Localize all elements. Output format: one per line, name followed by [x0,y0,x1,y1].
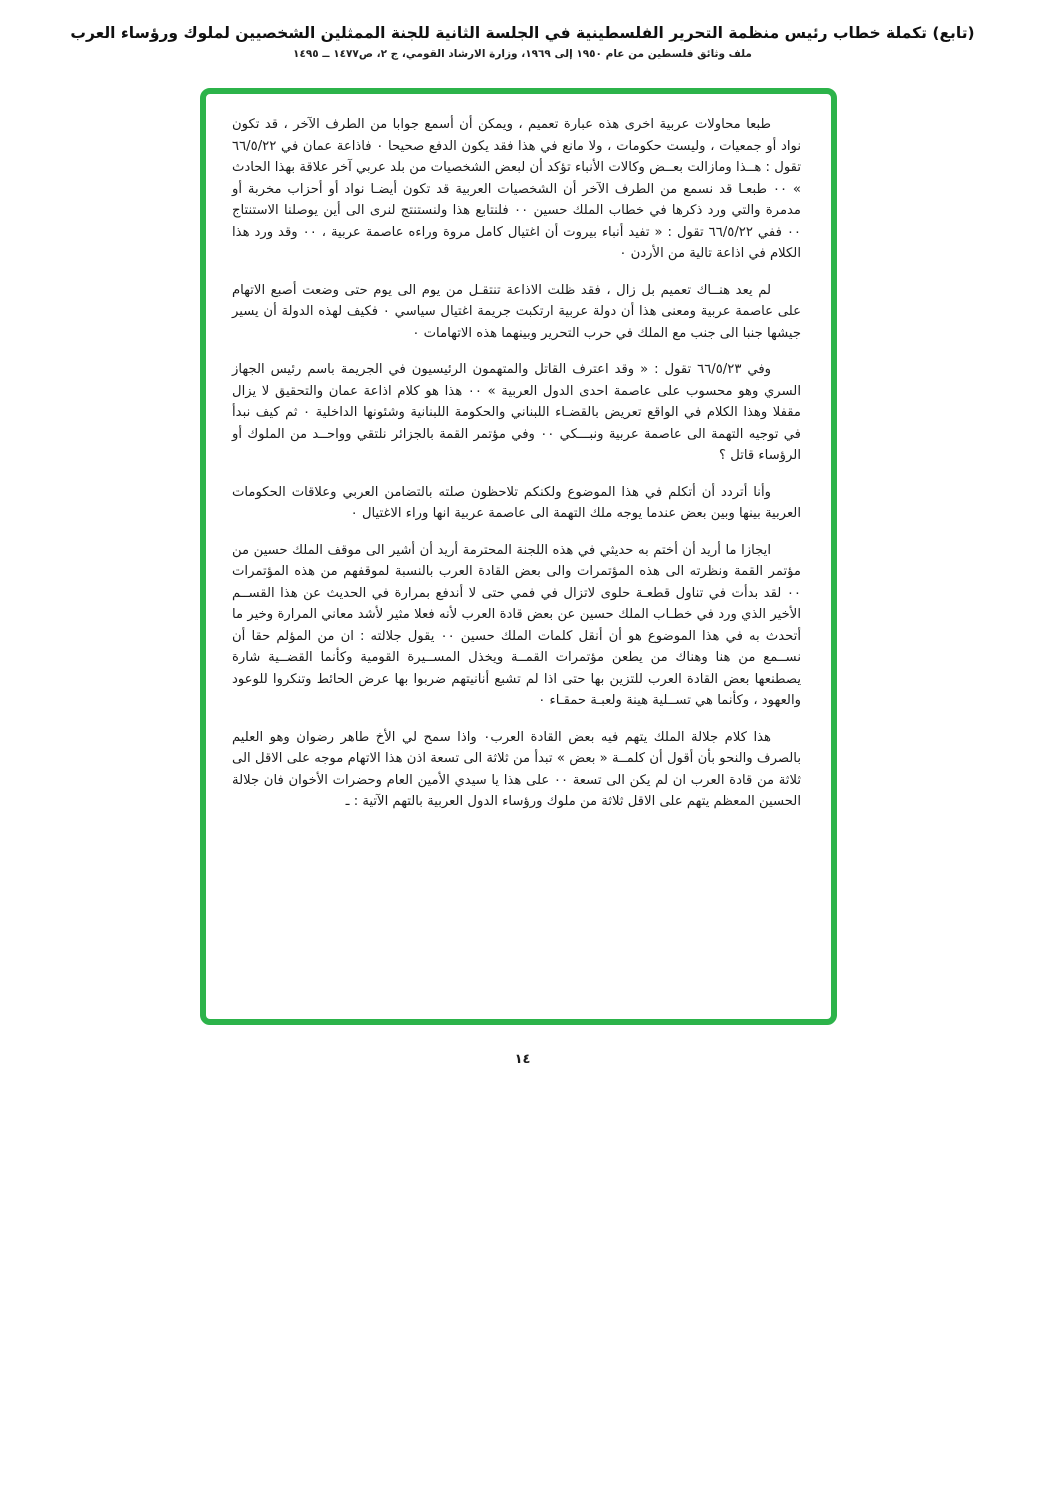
paragraph: وفي ٦٦/٥/٢٣ تقول : « وقد اعترف القاتل والمتهمون الرئيسيون في الجريمة باسم رئيس الجهاز السري وهو محسوب على عاصمة احدى الدول العربية » ٠٠ هذا هو كلام اذاعة عمان والتحقيق لا يزال مقفلا وهذا الكلام في الواقع تعريض بالقضـاء اللبناني والحكومة اللبنانية وشئونها الداخلية ٠ ثم كيف نبدأ في توجيه التهمة الى عاصمة عربية ونبـــكي ٠٠ وفي مؤتمر القمة بالجزائر نلتقي وواحــد من الملوك أو الرؤساء قاتل ؟ [232,362,801,464]
paragraph: هذا كلام جلالة الملك يتهم فيه بعض القادة العرب٠ واذا سمح لي الأخ طاهر رضوان وهو العليم بالصرف والنحو بأن أقول أن كلمــة « بعض » تبدأ من ثلاثة الى تسعة اذن هذا الاتهام موجه على الاقل الى ثلاثة من قادة العرب ان لم يكن الى تسعة ٠٠ على هذا يا سيدي الأمين العام وحضرات الأخوان فان جلالة الحسين المعظم يتهم على الاقل ثلاثة من ملوك ورؤساء الدول العربية بالتهم الآتية : ـ [232,729,801,810]
document-title: (تابع) تكملة خطاب رئيس منظمة التحرير الفلسطينية في الجلسة الثانية للجنة الممثلين الشخصيين لملوك ورؤساء العرب [70,24,975,42]
document-subtitle: ملف وثائق فلسطين من عام ١٩٥٠ إلى ١٩٦٩، وزارة الارشاد القومي، ج ٢، ص١٤٧٧ ــ ١٤٩٥ [293,48,752,60]
paragraph: طبعا محاولات عربية اخرى هذه عبارة تعميم ، ويمكن أن أسمع جوابا من الطرف الآخر ، قد تكون نواد أو جمعيات ، وليست حكومات ، ولا مانع في هذا فقد يكون الدفع صحيحا ٠ فاذاعة عمان في ٦٦/٥/٢٢ تقول : هــذا ومازالت بعــض وكالات الأنباء تؤكد أن لبعض الشخصيات من بلد عربي آخر علاقة بهذا الحادث » ٠٠ طبعـا قد نسمع من الطرف الآخر أن الشخصيات العربية قد تكون أيضـا نواد أو أحزاب مخربة أو مدمرة والتي ورد ذكرها في خطاب الملك حسين ٠٠ فلنتابع هذا ولنستنتج لنرى الى أين يوصلنا الاستنتاج ٠٠ ففي ٦٦/٥/٢٢ تقول : « تفيد أنباء بيروت أن اغتيال كامل مروة وراءه عاصمة عربية ، ٠٠ وقد ورد هذا الكلام في اذاعة تالية من الأردن ٠ [232,117,802,262]
paragraph: لم يعد هنــاك تعميم بل زال ، فقد ظلت الاذاعة تنتقـل من يوم الى يوم حتى وضعت أصبع الاتهام على عاصمة عربية ومعنى هذا أن دولة عربية ارتكبت جريمة اغتيال سياسي ٠ فكيف لهذه الدولة أن يسير جيشها جنبا الى جنب مع الملك في حرب التحرير وبينهما هذه الاتهامات ٠ [232,282,801,341]
paragraph: ايجازا ما أريد أن أختم به حديثي في هذه اللجنة المحترمة أريد أن أشير الى موقف الملك حسين من مؤتمر القمة ونظرته الى هذه المؤتمرات والى بعض القادة العرب بالنسبة لموقفهم من هذه المؤتمرات ٠٠ لقد بدأت في تناول قطعـة حلوى لاتزال في فمي حتى لا أندفع بمرارة في الحديث عن هذا القســم الأخير الذي ورد في خطـاب الملك حسين عن بعض قادة العرب لأنه فعلا مثير لأشد معاني المرارة وخير ما أتحدث به في هذا الموضوع هو أن أنقل كلمات الملك حسين ٠٠ يقول جلالته : ان من المؤلم حقا أن نســمع من هنا وهناك من يطعن مؤتمرات القمــة ويخذل المســيرة القومية وكأنما القضــية شارة يصطنعها بعض القادة العرب للتزين بها حتى اذا لم تشبع أنانيتهم ضربوا بها عرض الحائط وتنكروا للوعود والعهود ، وكأنما هي تســلية هينة ولعبـة حمقـاء ٠ [232,542,801,709]
page-number: ١٤ [514,1052,531,1067]
page-header [0,24,1045,60]
paragraph: وأنا أتردد أن أتكلم في هذا الموضوع ولكنكم تلاحظون صلته بالتضامن العربي وعلاقات الحكومات العربية بينها وبين بعض عندما يوجه ملك التهمة الى عاصمة عربية انها وراء الاغتيال ٠ [232,484,801,522]
highlight-frame [200,88,837,1025]
document-body [232,114,801,813]
